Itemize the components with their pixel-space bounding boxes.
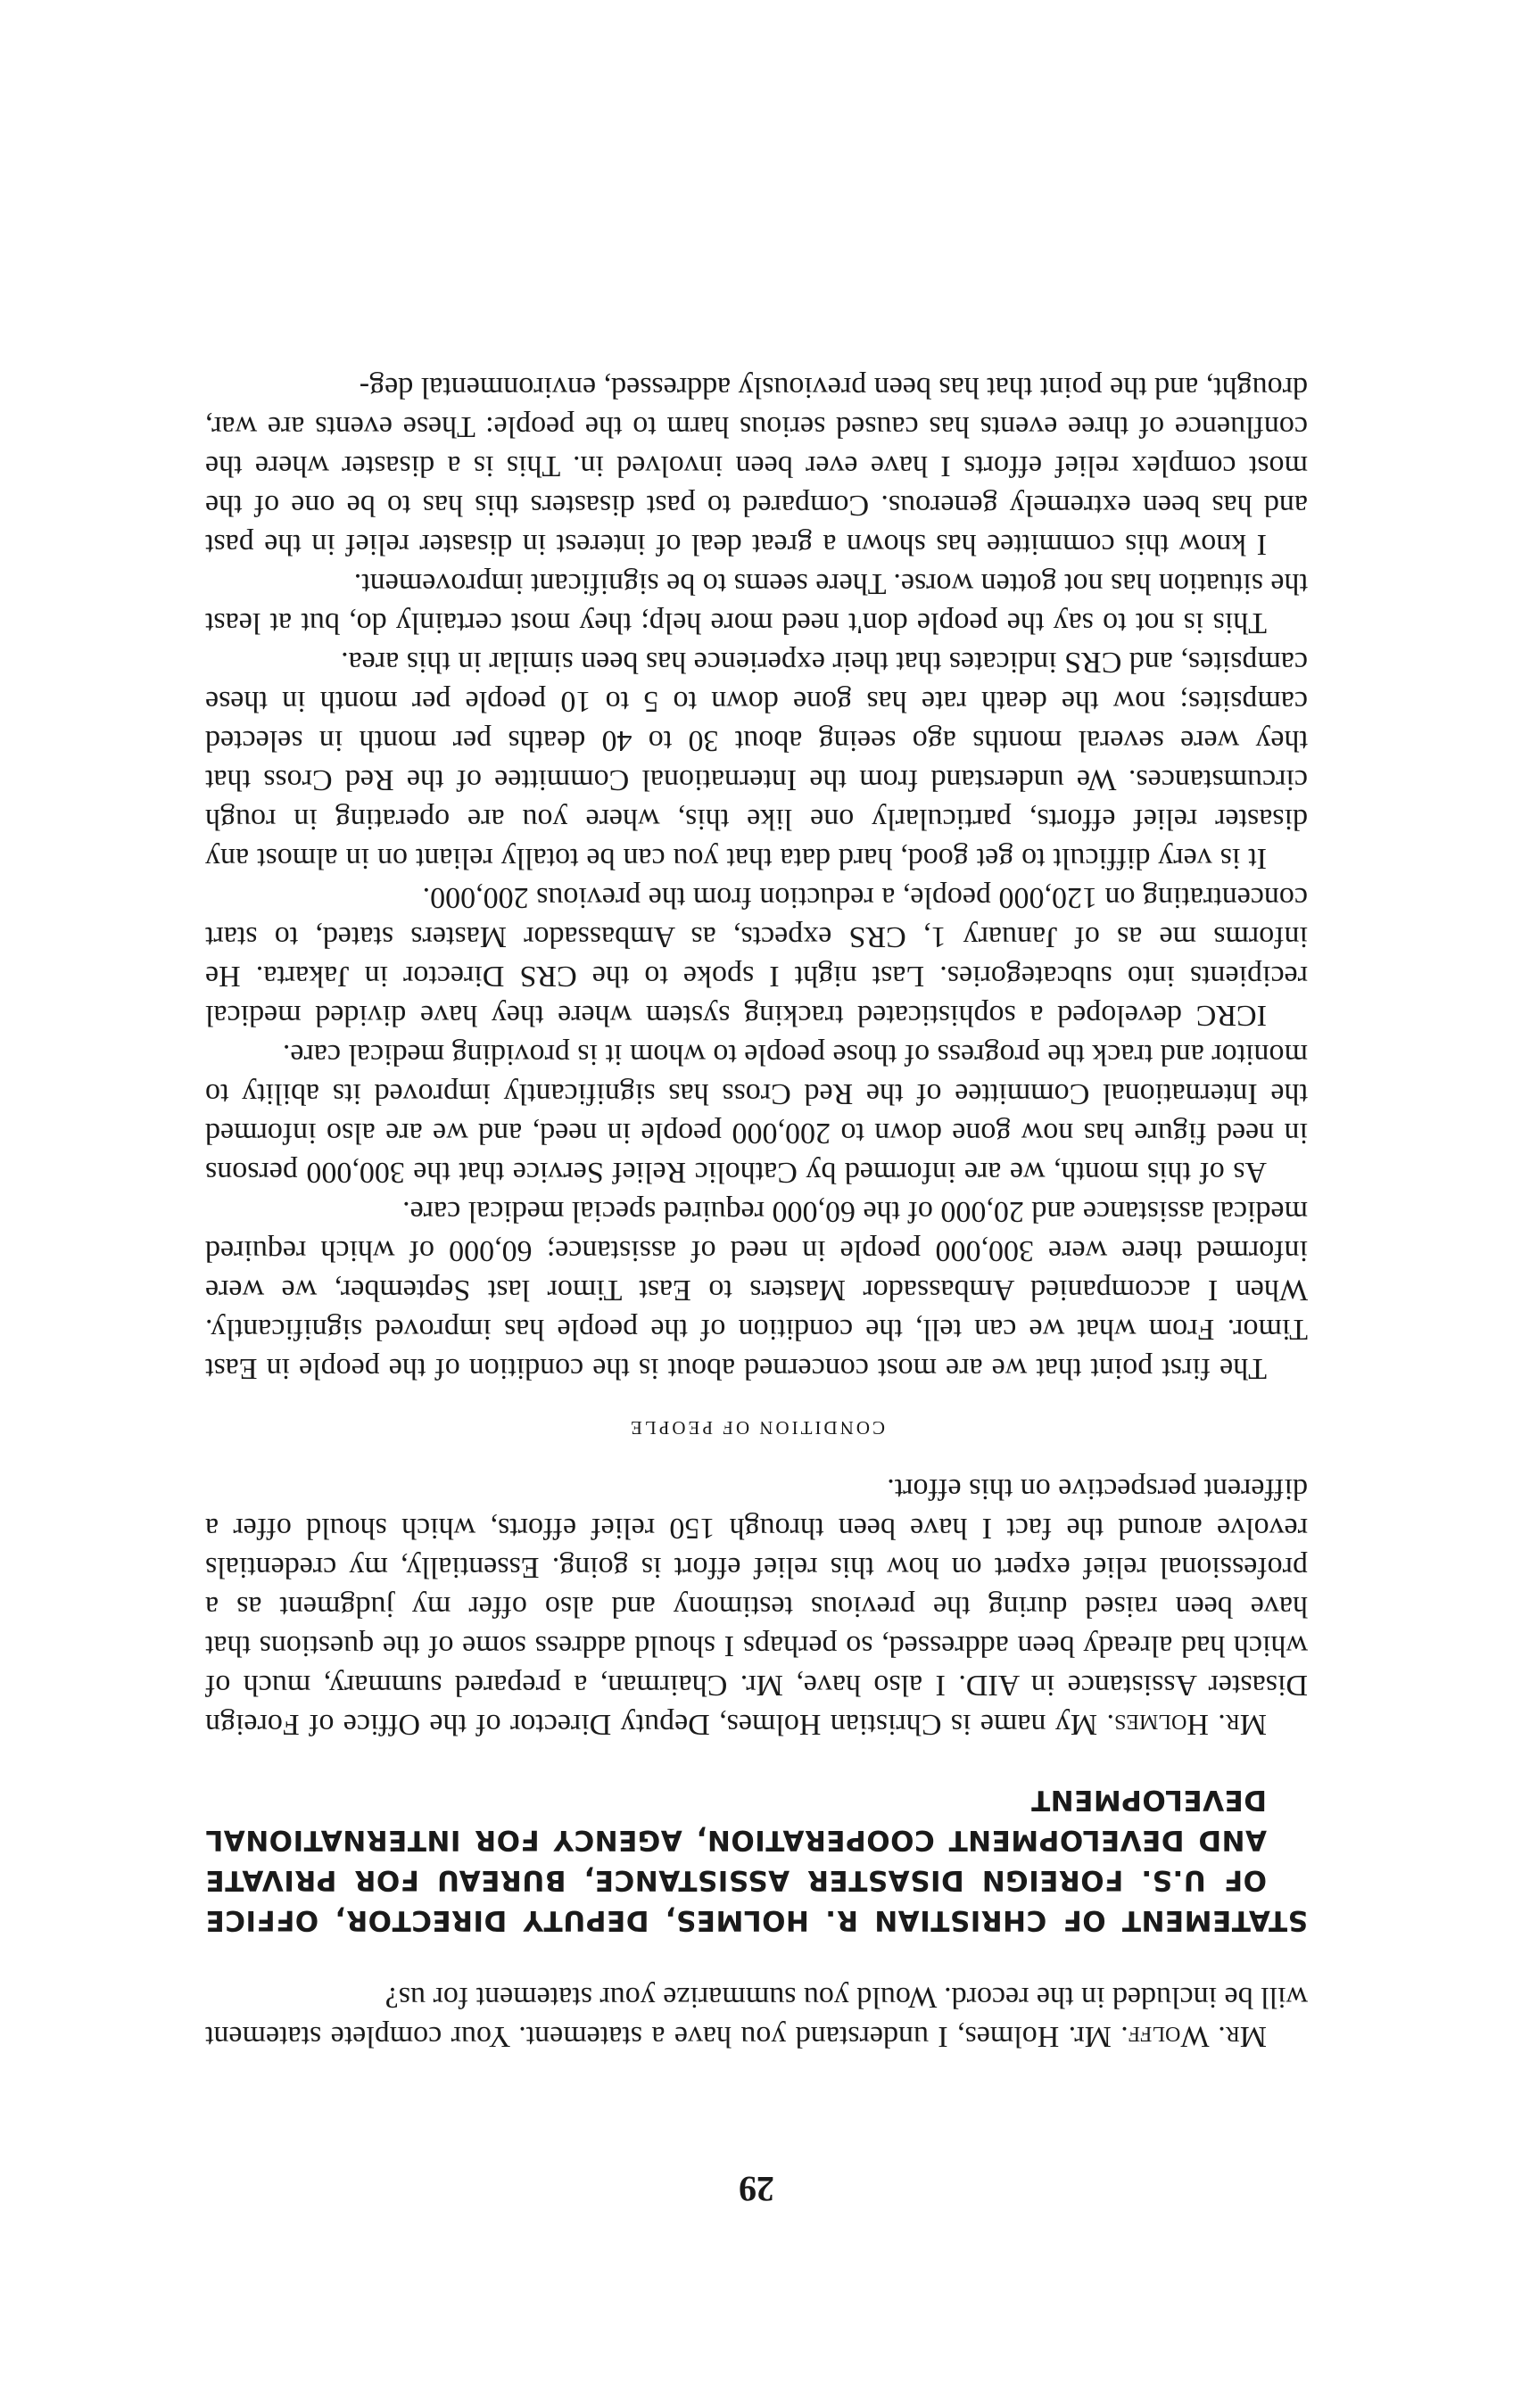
statement-heading: STATEMENT OF CHRISTIAN R. HOLMES, DEPUTY DIRECTOR, OFFICE OF U.S. FOREIGN DISASTER ASSISTANCE, BUREAU FOR PRIVATE AND DEVELOPMENT COOPERATION, AGENCY FOR INTERNATIONAL DEVELOPMENT bbox=[205, 1784, 1308, 1936]
section-heading: CONDITION OF PEOPLE bbox=[628, 1417, 885, 1439]
body-paragraph: I know this committee has shown a great deal of interest in disaster relief in the past and has been extremely generous. Compared to past disasters this has to be one of the most complex relief efforts I have ever been involved in. This is a disaster where the confluence of three events has caused serious harm to the people: These events are war, drought, and the point that has been previously addressed, environmental deg- bbox=[205, 371, 1308, 561]
body-paragraph: As of this month, we are informed by Catholic Relief Service that the 300,000 persons in need figure has now gone down to 200,000 people in need, and we are also informed the International Committee of the Red Cross has significantly improved its ability to monitor and track the progress of those people to whom it is providing medical care. bbox=[205, 1038, 1308, 1189]
body-paragraph: ICRC developed a sophisticated tracking system where they have divided medical recipients into subcategories. Last night I spoke to the CRS Director in Jakarta. He informs me as of January 1, CRS expects, as Ambassador Masters stated, to start concentrating on 120,000 people, a reduction from the previous 200,000. bbox=[205, 881, 1308, 1032]
paragraph-text: My name is Christian Holmes, Deputy Director of the Office of Foreign Disaster Assistance in AID. I also have, Mr. Chairman, a prepared summary, much of which had already been addressed, so perhaps I should address some of the questions that have been raised during the previous testimony and also offer my judgment as a professional relief expert on how this relief effort is going. Essentially, my credentials revolve around the fact I have been through 150 relief efforts, which should offer a different perspective on this effort. bbox=[205, 1472, 1308, 1741]
paragraph-text: Mr. Holmes, I understand you have a statement. Your complete statement will be included in the record. Would you summarize your statement for us? bbox=[204, 1981, 1308, 2053]
body-paragraph: This is not to say the people don't need more help; they most certainly do, but at least the situation has not gotten worse. There seems to be significant improvement. bbox=[205, 567, 1308, 639]
body-paragraph: The first point that we are most concerned about is the condition of the people in East Timor. From what we can tell, the condition of the people has improved significantly. When I accompanied Ambassador Masters to East Timor last September, we were informed there were 300,000 people in need of assistance; 60,000 of which required medical assistance and 20,000 of the 60,000 required special medical care. bbox=[205, 1195, 1308, 1385]
speaker-name: Mr. Wolff. bbox=[1120, 2020, 1267, 2053]
body-paragraph: It is very difficult to get good, hard data that you can be totally reliant on in almost any disaster relief efforts, particularly one like this, where you are operating in rough circumstances. We understand from the International Committee of the Red Cross that they were several months ago seeing about 30 to 40 deaths per month in selected campsites; now the death rate has gone down to 5 to 10 people per month in these campsites, and CRS indicates that their experience has been similar in this area. bbox=[205, 646, 1308, 875]
page-number: 29 bbox=[739, 2169, 774, 2209]
holmes-intro-paragraph bbox=[205, 1469, 1308, 1744]
speaker-name: Mr. Holmes. bbox=[1106, 1708, 1267, 1741]
wolff-paragraph bbox=[205, 1977, 1308, 2056]
